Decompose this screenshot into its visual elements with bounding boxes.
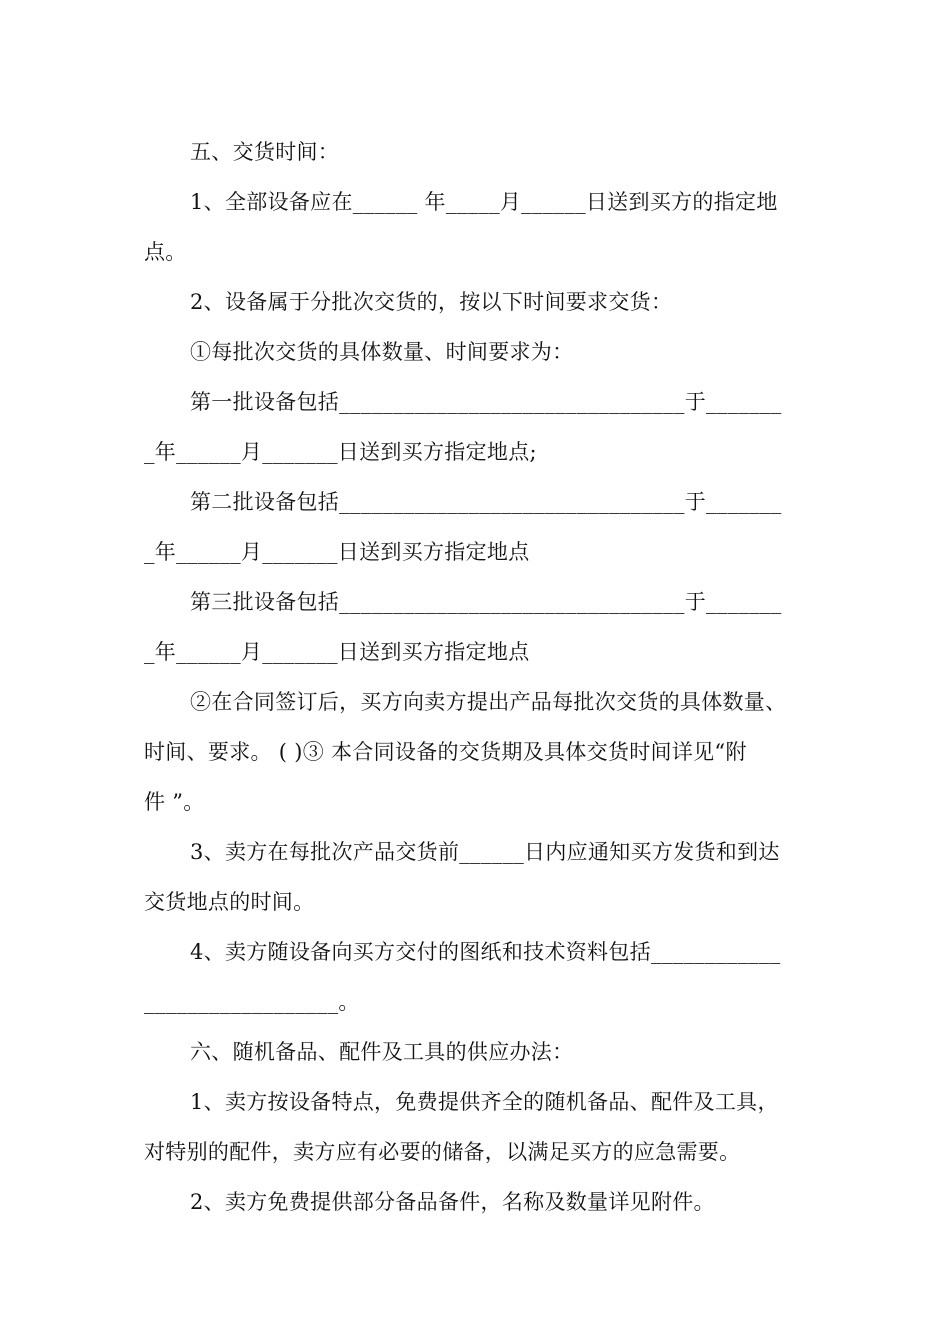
paragraph-line: 交货地点的时间。 [144,890,315,914]
paragraph-line: 第三批设备包括________________________________于_______ [190,590,782,614]
section-heading-delivery-time: 五、交货时间： [190,140,340,164]
paragraph-line: 4、卖方随设备向买方交付的图纸和技术资料包括____________ [190,940,781,964]
paragraph-line: 1、全部设备应在______ 年_____月______日送到买方的指定地 [190,190,778,214]
section-heading-spare-parts: 六、随机备品、配件及工具的供应办法： [190,1040,574,1064]
paragraph-line: 第二批设备包括________________________________于_______ [190,490,782,514]
paragraph-line: ②在合同签订后，买方向卖方提出产品每批次交货的具体数量、 [190,690,787,714]
paragraph-line: _年______月_______日送到买方指定地点 [144,640,530,664]
paragraph-line: 对特别的配件，卖方应有必要的储备，以满足买方的应急需要。 [144,1140,741,1164]
paragraph-line: 2、卖方免费提供部分备品备件，名称及数量详见附件。 [190,1190,715,1214]
paragraph-line: 第一批设备包括________________________________于_______ [190,390,782,414]
paragraph-line: 1、卖方按设备特点，免费提供齐全的随机备品、配件及工具， [190,1090,779,1114]
paragraph-line: __________________。 [144,990,360,1014]
paragraph-line: 2、设备属于分批次交货的，按以下时间要求交货： [190,290,673,314]
paragraph-line: 点。 [144,240,187,264]
paragraph-line: 3、卖方在每批次产品交货前______日内应通知买方发货和到达 [190,840,780,864]
paragraph-line: ①每批次交货的具体数量、时间要求为： [190,340,574,364]
paragraph-line: _年______月_______日送到买方指定地点; [144,440,537,464]
paragraph-line: 件 ”。 [144,790,205,814]
paragraph-line: _年______月_______日送到买方指定地点 [144,540,530,564]
paragraph-line: 时间、要求。 ( )③ 本合同设备的交货期及具体交货时间详见“附 [144,740,747,764]
